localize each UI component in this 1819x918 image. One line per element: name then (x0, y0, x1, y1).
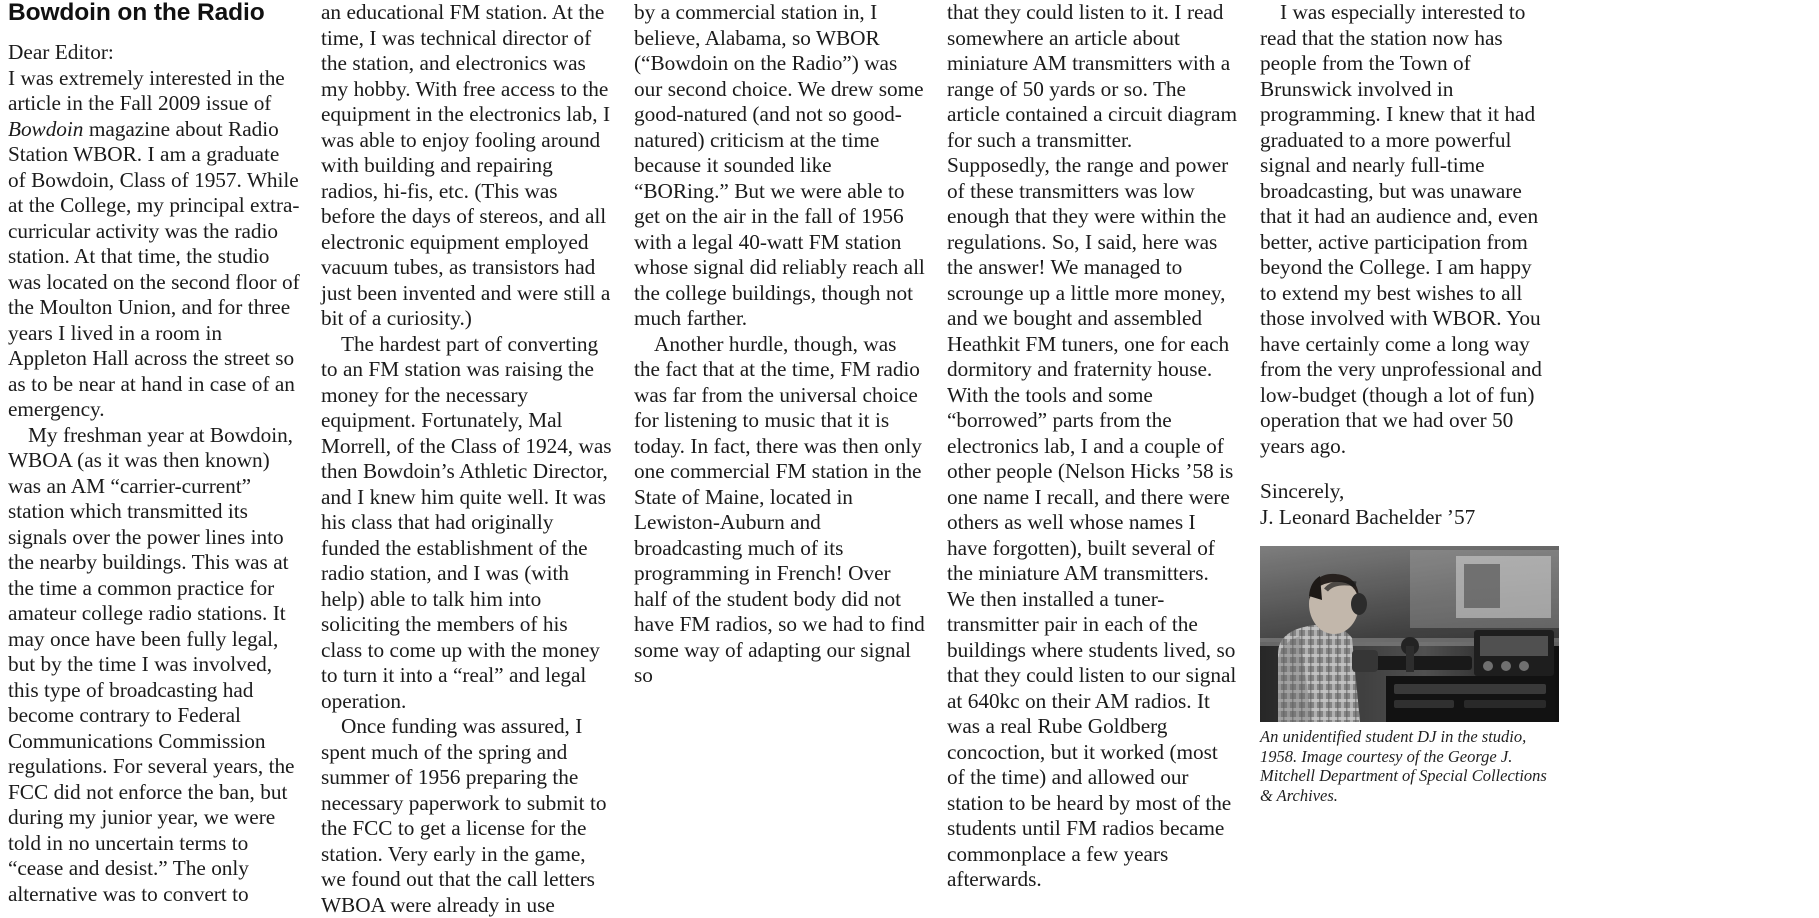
student-dj-photo (1260, 546, 1559, 722)
paragraph-2b: an educational FM station. At the time, I was technical director of the station, and electronics was my hobby. With free access to the equipment in the electronics lab, I was able to enjoy fooling around with building and repairing radios, hi-fis, etc. (This was before the days of stereos, and all electronic equipment employed vacuum tubes, as transistors had just been invented and were still a bit of a curiosity.) (321, 0, 611, 330)
signoff-closing: Sincerely, (1260, 479, 1345, 503)
column-5 (1260, 0, 1552, 805)
photo-graphic (1260, 546, 1559, 722)
para-1a-lead: I was extremely interested in the article in the Fall 2009 issue of (8, 65, 285, 115)
paragraph-6: I was especially interested to read that the station now has people from the Town of Brunswick involved in programming. I knew that it had graduated to a more powerful signal and nearly full-time broadcasting, but was unaware that it had an audience and, even better, active participation from beyond the College. I am happy to extend my best wishes to all those involved with WBOR. You have certainly come a long way from the very unprofessional and low-budget (though a lot of fun) operation that we had over 50 years ago. (1260, 0, 1542, 458)
photo-caption: An unidentified student DJ in the studio, 1958. Image courtesy of the George J. Mitchell Department of Special Collections & Archives. (1260, 727, 1547, 805)
signoff-name: J. Leonard Bachelder ’57 (1260, 504, 1476, 529)
paragraph-4a: Once funding was assured, I spent much of the spring and summer of 1956 preparing the necessary paperwork to submit to the FCC to get a license for the station. Very early in the game, we found out that the call letters WBOA were already in use (321, 714, 607, 917)
paragraph-3: The hardest part of converting to an FM station was raising the money for the necessary equipment. Fortunately, Mal Morrell, of the Class of 1924, was then Bowdoin’s Athletic Director, and I knew him quite well. It was his class that had originally funded the establishment of the radio station, and I was (with help) able to talk him into soliciting the members of his class to come up with the money to turn it into a “real” and legal operation. (321, 331, 612, 713)
column-3 (634, 0, 926, 689)
paragraph-1a (8, 66, 300, 423)
paragraph-5b: that they could listen to it. I read somewhere an article about miniature AM transmitters with a range of 50 yards or so. The article contained a circuit diagram for such a transmitter. Supposedly, the range and power of these transmitters was low enough that they were within the regulations. So, I said, here was the answer! We managed to scrounge up a little more money, and we bought and assembled Heathkit FM tuners, one for each dormitory and fraternity house. With the tools and some “borrowed” parts from the electronics lab, I and a couple of other people (Nelson Hicks ’58 is one name I recall, and there were others as well whose names I have forgotten), built several of the miniature AM transmitters. We then installed a tuner-transmitter pair in each of the buildings where students lived, so that they could listen to our signal at 640kc on their AM radios. It was a real Rube Goldberg concoction, but it worked (most of the time) and allowed our station to be heard by most of the students until FM radios became commonplace a few years afterwards. (947, 0, 1237, 891)
paragraph-2a: My freshman year at Bowdoin, WBOA (as it was then known) was an AM “carrier-current” station which transmitted its signals over the power lines into the nearby buildings. This was at the time a common practice for amateur college radio stations. It may once have been fully legal, but by the time I was involved, this type of broadcasting had become contrary to Federal Communications Commission regulations. For several years, the FCC did not enforce the ban, but during my junior year, we were told in no uncertain terms to “cease and desist.” The only alternative was to convert to (8, 422, 295, 906)
column-2 (321, 0, 613, 918)
article-columns (8, 0, 1811, 917)
salutation: Dear Editor: (8, 40, 114, 64)
page-title: Bowdoin on the Radio (8, 0, 265, 26)
paragraph-5a: Another hurdle, though, was the fact that at the time, FM radio was far from the universal choice for listening to music that it is today. In fact, there was then only one commercial FM station in the State of Maine, located in Lewiston-Auburn and broadcasting much of its programming in French! Over half of the student body did not have FM radios, so we had to find some way of adapting our signal so (634, 331, 925, 687)
column-1 (8, 0, 300, 907)
paragraph-4b: by a commercial station in, I believe, Alabama, so WBOR (“Bowdoin on the Radio”) was our second choice. We drew some good-natured (and not so good-natured) criticism at the time because it sounded like “BORing.” But we were able to get on the air in the fall of 1956 with a legal 40-watt FM station whose signal did reliably reach all the college buildings, though not much farther. (634, 0, 925, 330)
para-1a-rest: magazine about Radio Station WBOR. I am a graduate of Bowdoin, Class of 1957. While at the College, my principal extra-curricular activity was the radio station. At that time, the studio was located on the second floor of the Moulton Union, and for three years I lived in a room in Appleton Hall across the street so as to be near at hand in case of an emergency. (8, 116, 300, 421)
magazine-title-italic: Bowdoin (8, 116, 84, 141)
photo-figure (1260, 546, 1559, 805)
signoff-block (1260, 479, 1552, 530)
column-4 (947, 0, 1239, 893)
